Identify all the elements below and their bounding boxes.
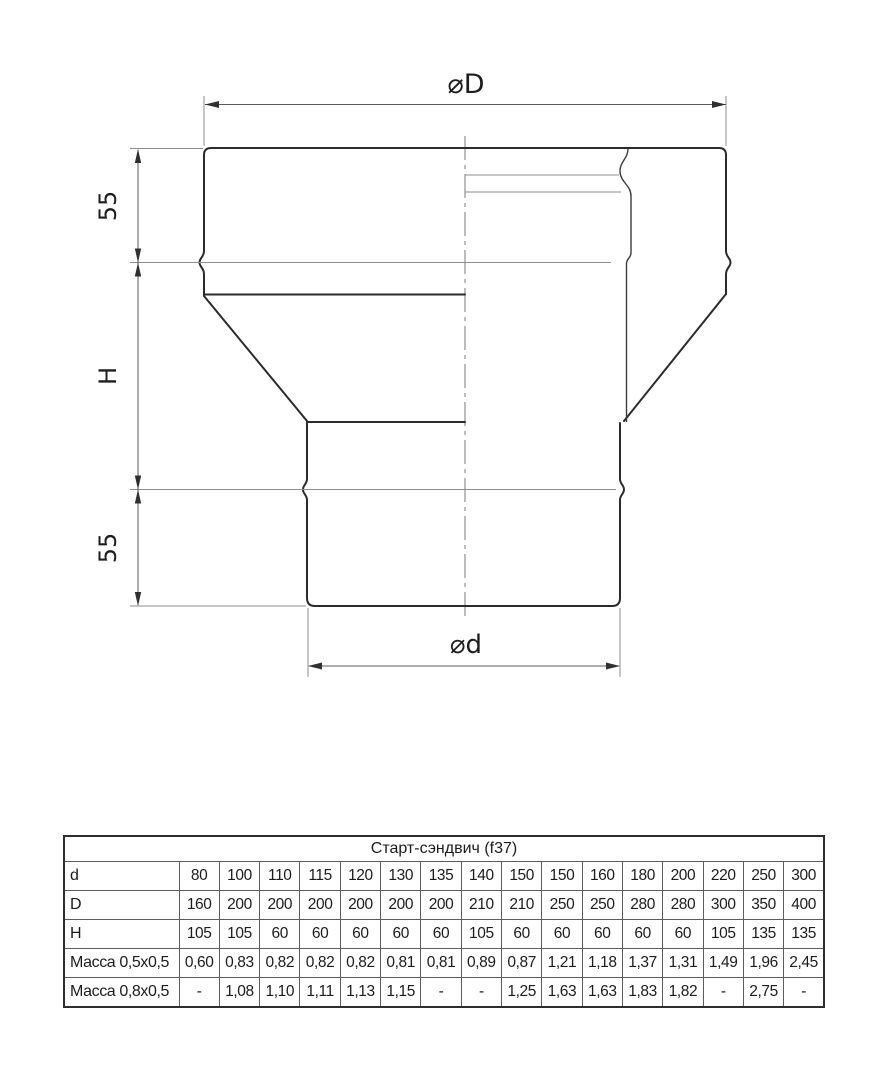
spec-table bbox=[63, 835, 825, 1008]
cell: 135 bbox=[784, 920, 824, 949]
cell: 2,75 bbox=[743, 978, 783, 1008]
cell: 280 bbox=[663, 891, 703, 920]
dimension-diameter-bottom bbox=[308, 630, 620, 670]
table-row bbox=[64, 949, 824, 978]
dim-label-height-bottom: 55 bbox=[94, 532, 122, 564]
cell: 210 bbox=[461, 891, 501, 920]
cell: 250 bbox=[743, 862, 783, 891]
cell: 115 bbox=[300, 862, 340, 891]
cell: 160 bbox=[582, 862, 622, 891]
cell: 1,13 bbox=[340, 978, 380, 1008]
cell: 60 bbox=[260, 920, 300, 949]
cell: 1,37 bbox=[622, 949, 662, 978]
cell: 1,10 bbox=[260, 978, 300, 1008]
cell: 60 bbox=[663, 920, 703, 949]
cell: 0,60 bbox=[179, 949, 219, 978]
row-label: H bbox=[64, 920, 179, 949]
table-row bbox=[64, 920, 824, 949]
cell: 60 bbox=[340, 920, 380, 949]
cell: 1,08 bbox=[219, 978, 259, 1008]
table-row bbox=[64, 978, 824, 1008]
cell: 0,81 bbox=[421, 949, 461, 978]
dimension-height-stack bbox=[94, 149, 141, 606]
cell: 60 bbox=[300, 920, 340, 949]
cell: 105 bbox=[703, 920, 743, 949]
cell: 1,21 bbox=[542, 949, 582, 978]
arrowhead-right-icon bbox=[712, 101, 726, 108]
arrowhead-left-icon bbox=[205, 101, 219, 108]
cell: 60 bbox=[502, 920, 542, 949]
row-label: d bbox=[64, 862, 179, 891]
cell: 135 bbox=[421, 862, 461, 891]
cell: - bbox=[461, 978, 501, 1008]
cell: 0,81 bbox=[381, 949, 421, 978]
arrowhead-right-icon bbox=[606, 663, 620, 670]
cell: 1,83 bbox=[622, 978, 662, 1008]
cell: 180 bbox=[622, 862, 662, 891]
cell: 400 bbox=[784, 891, 824, 920]
cell: 130 bbox=[381, 862, 421, 891]
cell: 1,82 bbox=[663, 978, 703, 1008]
cell: - bbox=[703, 978, 743, 1008]
cell: 250 bbox=[582, 891, 622, 920]
cell: - bbox=[421, 978, 461, 1008]
dim-label-height-middle: H bbox=[94, 366, 122, 386]
dim-label-diameter-bottom: ⌀d bbox=[449, 630, 483, 660]
cell: 210 bbox=[502, 891, 542, 920]
cell: 1,18 bbox=[582, 949, 622, 978]
lower-pipe-walls bbox=[303, 422, 624, 606]
cell: 200 bbox=[340, 891, 380, 920]
cell: 280 bbox=[622, 891, 662, 920]
cell: 60 bbox=[582, 920, 622, 949]
cell: 60 bbox=[622, 920, 662, 949]
cell: 1,96 bbox=[743, 949, 783, 978]
cell: 0,89 bbox=[461, 949, 501, 978]
cell: 160 bbox=[179, 891, 219, 920]
cell: 200 bbox=[300, 891, 340, 920]
cell: 1,11 bbox=[300, 978, 340, 1008]
cell: 105 bbox=[219, 920, 259, 949]
dimension-diameter-top bbox=[205, 69, 726, 108]
cell: - bbox=[179, 978, 219, 1008]
cell: 60 bbox=[421, 920, 461, 949]
cell: 105 bbox=[461, 920, 501, 949]
cell: - bbox=[784, 978, 824, 1008]
cell: 0,87 bbox=[502, 949, 542, 978]
cone-left-taper bbox=[204, 296, 307, 421]
row-label: D bbox=[64, 891, 179, 920]
cell: 140 bbox=[461, 862, 501, 891]
cell: 200 bbox=[381, 891, 421, 920]
cell: 120 bbox=[340, 862, 380, 891]
cell: 2,45 bbox=[784, 949, 824, 978]
cell: 300 bbox=[703, 891, 743, 920]
cell: 0,82 bbox=[340, 949, 380, 978]
cell: 80 bbox=[179, 862, 219, 891]
cell: 0,82 bbox=[260, 949, 300, 978]
cell: 1,25 bbox=[502, 978, 542, 1008]
cell: 200 bbox=[663, 862, 703, 891]
cell: 1,15 bbox=[381, 978, 421, 1008]
table-title: Старт-сэндвич (f37) bbox=[64, 836, 824, 862]
cell: 1,63 bbox=[582, 978, 622, 1008]
arrowhead-left-icon bbox=[308, 663, 322, 670]
cell: 0,82 bbox=[300, 949, 340, 978]
cell: 150 bbox=[542, 862, 582, 891]
cell: 220 bbox=[703, 862, 743, 891]
cell: 60 bbox=[381, 920, 421, 949]
cell: 200 bbox=[219, 891, 259, 920]
cell: 200 bbox=[421, 891, 461, 920]
cell: 150 bbox=[502, 862, 542, 891]
cell: 1,31 bbox=[663, 949, 703, 978]
cone-right-taper bbox=[624, 294, 726, 421]
row-label: Масса 0,5x0,5 bbox=[64, 949, 179, 978]
cell: 350 bbox=[743, 891, 783, 920]
cell: 110 bbox=[260, 862, 300, 891]
cell: 200 bbox=[260, 891, 300, 920]
cell: 0,83 bbox=[219, 949, 259, 978]
table-row bbox=[64, 862, 824, 891]
cell: 105 bbox=[179, 920, 219, 949]
dim-label-diameter-top: ⌀D bbox=[447, 69, 485, 100]
cell: 300 bbox=[784, 862, 824, 891]
thin-lines bbox=[130, 96, 726, 677]
spec-table-body bbox=[64, 836, 824, 1007]
cell: 135 bbox=[743, 920, 783, 949]
cell: 60 bbox=[542, 920, 582, 949]
inner-pipe-line bbox=[620, 149, 631, 422]
cell: 100 bbox=[219, 862, 259, 891]
cell: 1,63 bbox=[542, 978, 582, 1008]
row-label: Масса 0,8x0,5 bbox=[64, 978, 179, 1008]
cell: 1,49 bbox=[703, 949, 743, 978]
cell: 250 bbox=[542, 891, 582, 920]
dim-label-height-top: 55 bbox=[94, 190, 122, 222]
table-row bbox=[64, 891, 824, 920]
table-title-row bbox=[64, 836, 824, 862]
